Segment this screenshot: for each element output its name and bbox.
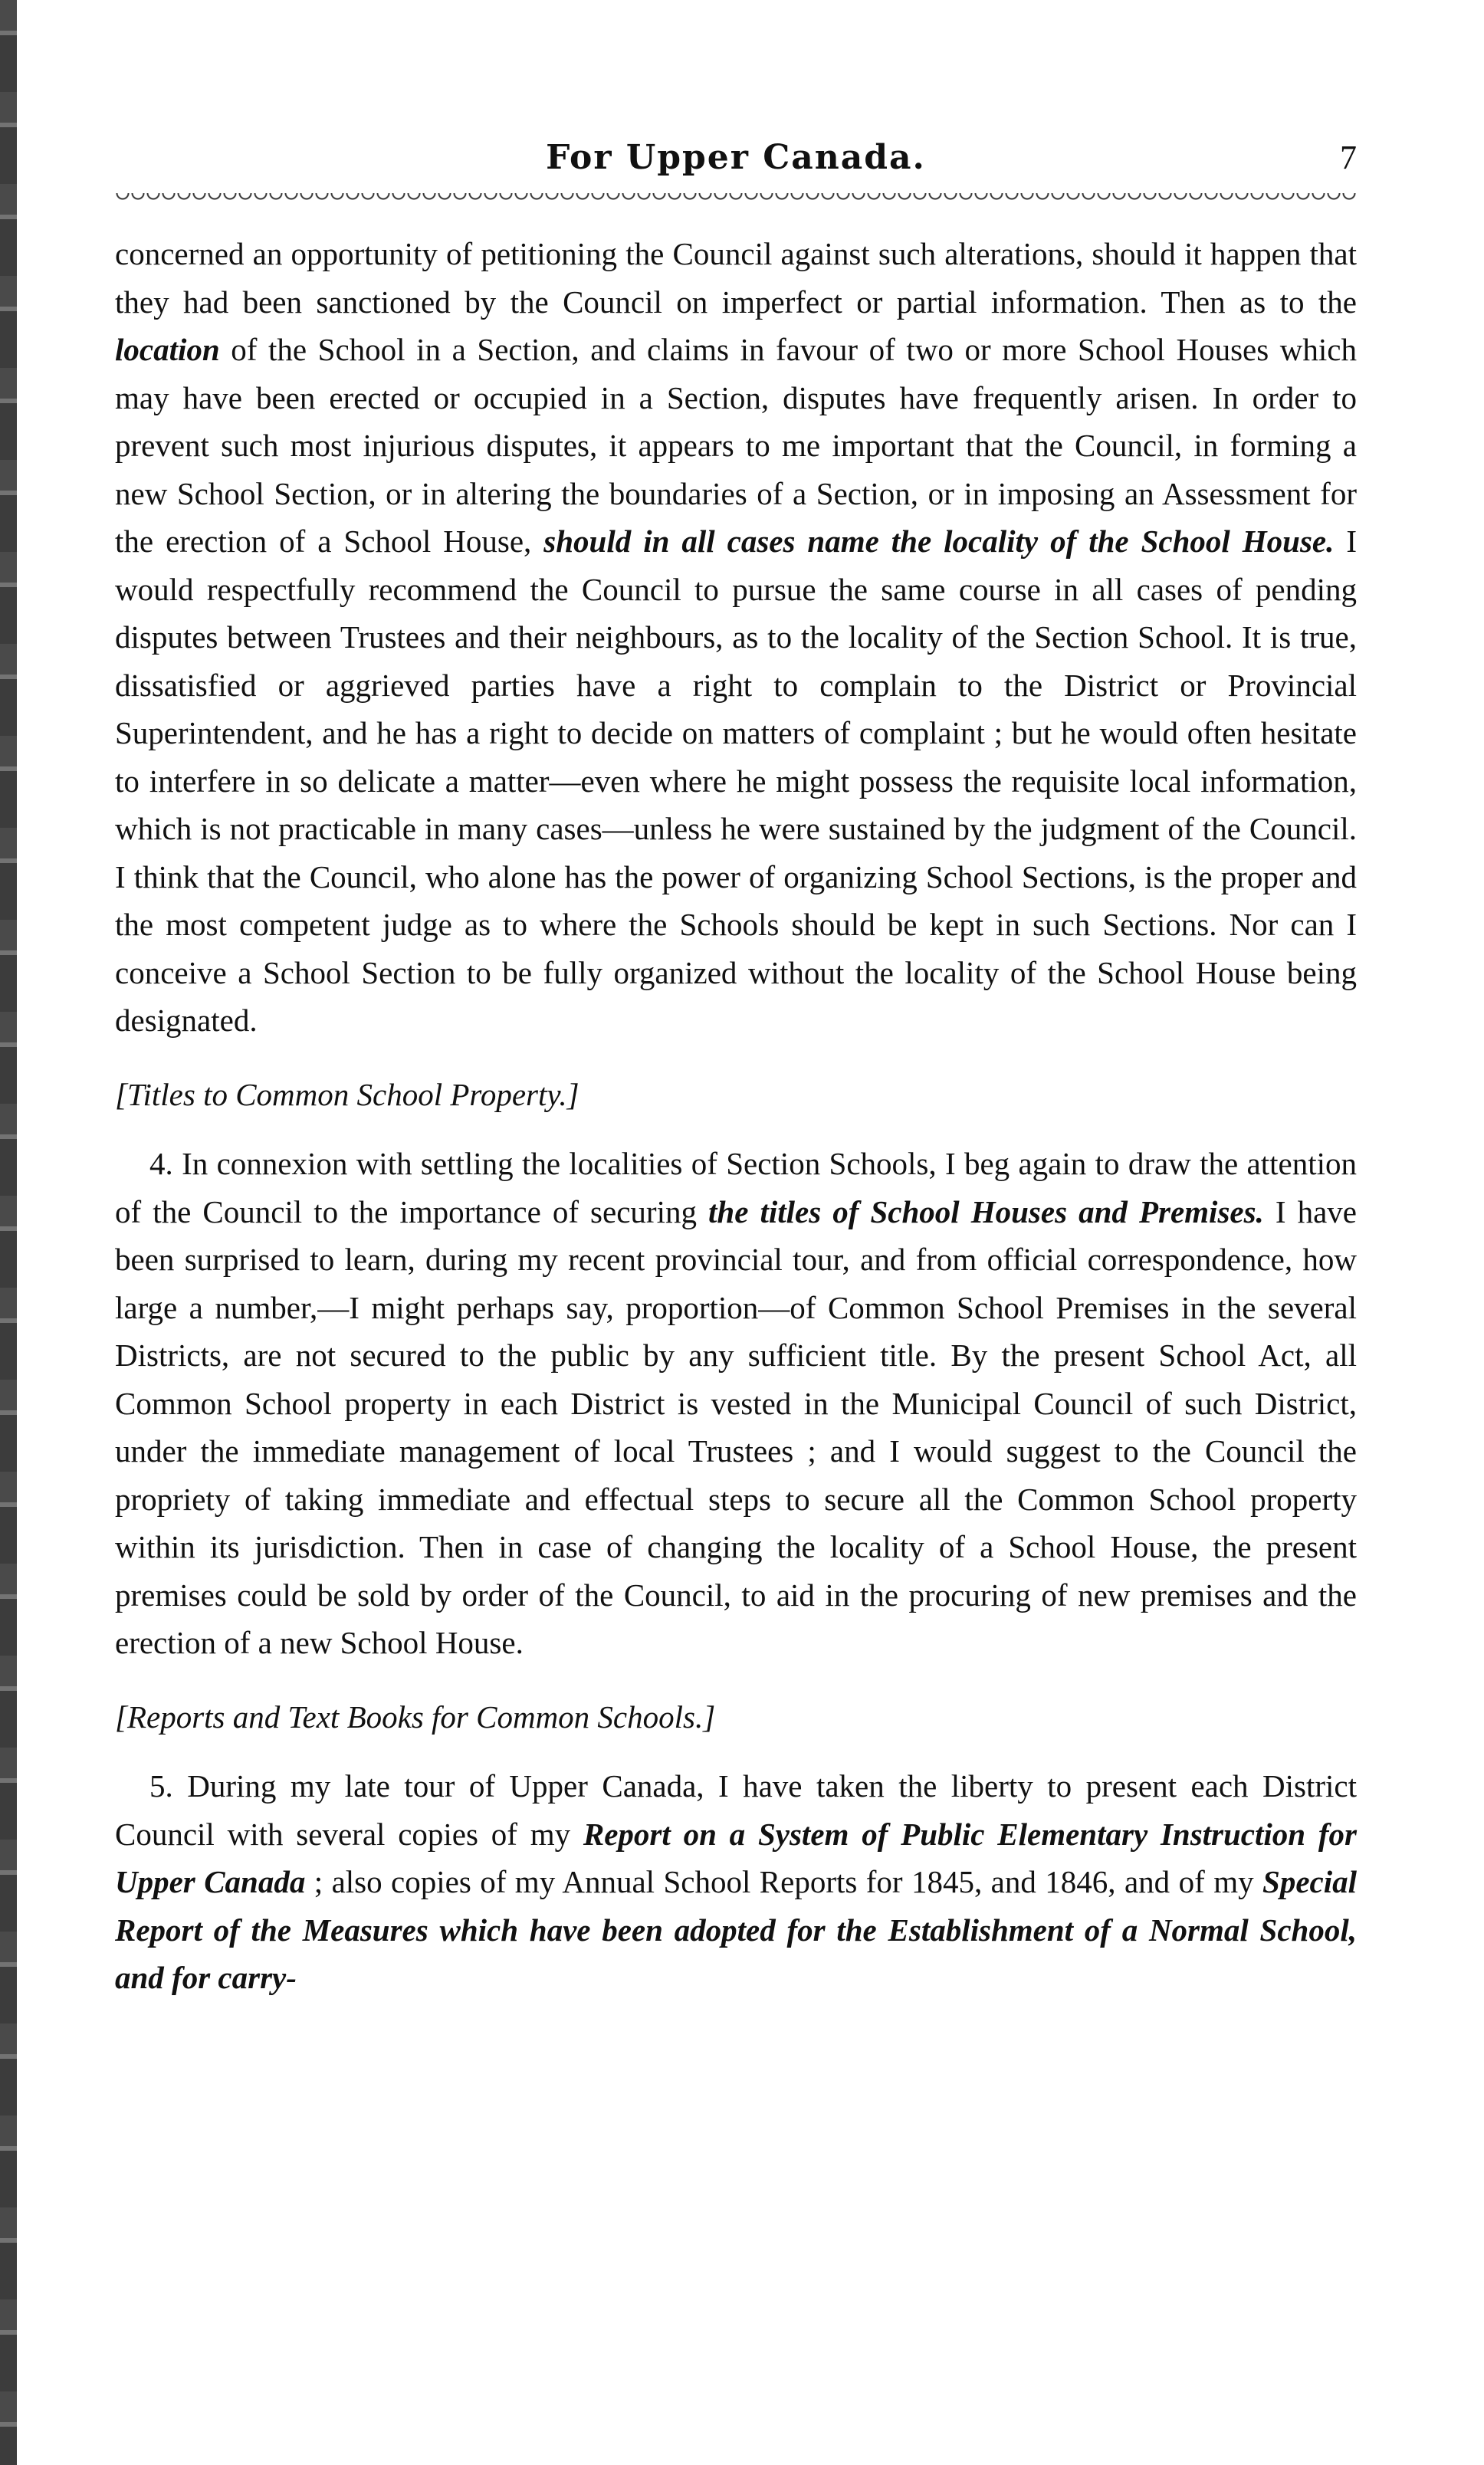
page-number: 7 bbox=[1340, 139, 1357, 176]
binding-edge bbox=[0, 0, 17, 2465]
text-run: 5. During my late tour of Upper Canada, I have taken the liberty to present each District Council with several copies of my bbox=[115, 1768, 1357, 1852]
section-heading-reports: [Reports and Text Books for Common Schools.] bbox=[115, 1699, 716, 1735]
page-body bbox=[115, 230, 1357, 2002]
paragraph-4 bbox=[115, 1140, 1357, 1667]
emphasis-location: location bbox=[115, 332, 220, 367]
text-run: I would respectfully recommend the Council to pursue the same course in all cases of pending disputes between Trustees and their neighbours, as to the locality of the Section School. It is true, dissatisfied or aggrieved parties have a right to complain to the District or Provincial Superintendent, and he has a right to decide on matters of complaint ; but he would often hesitate to interfere in so delicate a matter—even where he might possess the requisite local information, which is not practicable in many cases—unless he were sustained by the judgment of the Council. I think that the Council, who alone has the power of organizing School Sections, is the proper and the most competent judge as to where the Schools should be kept in such Sections. Nor can I conceive a School Section to be fully organized without the locality of the School House being designated. bbox=[115, 524, 1358, 1038]
page-header bbox=[115, 138, 1357, 199]
text-run: concerned an opportunity of petitioning the Council against such alterations, should it happen that they had been sanctioned by the Council on imperfect or partial information. Then as to the bbox=[115, 236, 1357, 320]
emphasis-report-title: Report on a System of Public Elementary Instruction for Upper Canada bbox=[115, 1816, 1357, 1899]
paragraph-continued bbox=[115, 230, 1357, 1045]
emphasis-titles: the titles of School Houses and Premises. bbox=[708, 1193, 1264, 1229]
paragraph-5 bbox=[115, 1762, 1357, 2002]
text-run: ; also copies of my Annual School Reports for 1845, and 1846, and of my bbox=[305, 1864, 1263, 1899]
text-run: 4. In connexion with settling the localities of Section Schools, I beg again to draw the attention of the Council to the importance of securing bbox=[115, 1146, 1357, 1229]
emphasis-locality: should in all cases name the locality of the School House. bbox=[543, 524, 1335, 559]
section-heading-titles: [Titles to Common School Property.] bbox=[115, 1076, 579, 1112]
text-run: I have been surprised to learn, during my recent provincial tour, and from official correspondence, how large a number,—I might perhaps say, proportion—of Common School Premises in the several Districts, are not secured to the public by any sufficient title. By the present School Act, all Common School property in each District is vested in the Municipal Council of such District, under the immediate management of local Trustees ; and I would suggest to the Council the propriety of taking immediate and effectual steps to secure all the Common School property within its jurisdiction. Then in case of changing the locality of a School House, the present premises could be sold by order of the Council, to aid in the procuring of new premises and the erection of a new School House. bbox=[115, 1193, 1357, 1660]
emphasis-special-report: Special Report of the Measures which have been adopted for the Establishment of a Normal School, and for carry- bbox=[115, 1864, 1357, 1995]
running-head: For Upper Canada. bbox=[546, 138, 926, 177]
book-page bbox=[115, 138, 1357, 2002]
header-rule bbox=[115, 193, 1357, 201]
text-run: of the School in a Section, and claims in favour of two or more School Houses which may have been erected or occupied in a Section, disputes have frequently arisen. In order to prevent such most injurious disputes, it appears to me important that the Council, in forming a new School Section, or in altering the boundaries of a Section, or in imposing an Assessment for the erection of a School House, bbox=[115, 332, 1357, 559]
